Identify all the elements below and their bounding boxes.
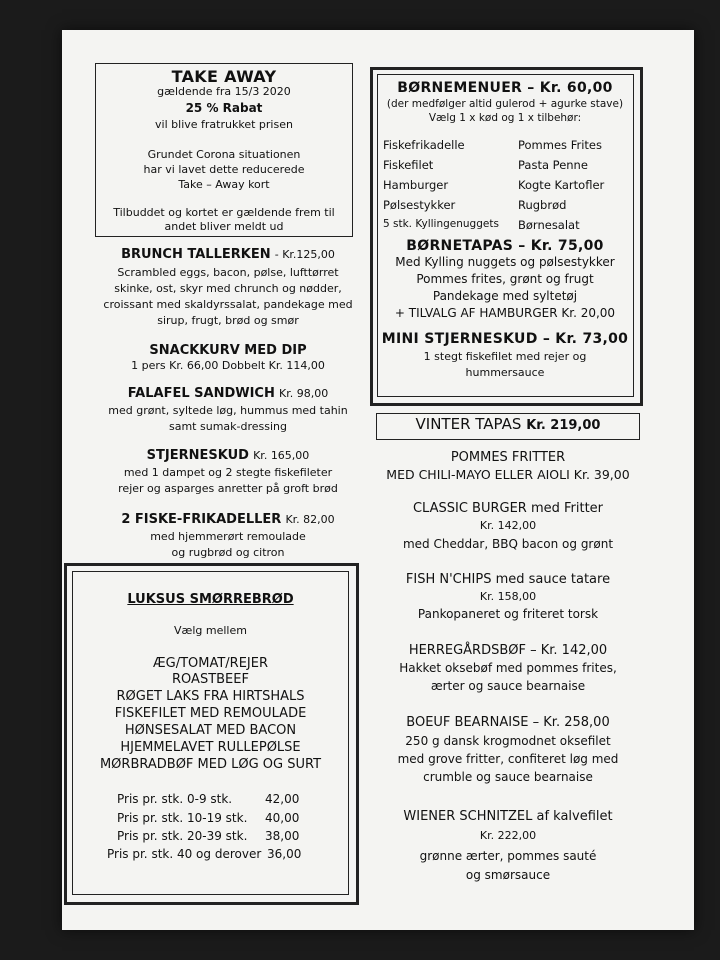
vinter-price: Kr. 219,00 — [526, 418, 601, 433]
item-price: - Kr.125,00 — [274, 248, 335, 261]
price-label: Pris pr. stk. 10-19 stk. — [117, 811, 248, 825]
item-desc-line: Scrambled eggs, bacon, pølse, lufttørret — [117, 266, 339, 279]
vinter-line: Pankopaneret og friteret torsk — [417, 607, 599, 621]
vinter-line: CLASSIC BURGER med Fritter — [412, 501, 604, 516]
item-desc-line: croissant med skaldyrssalat, pandekage med — [103, 298, 353, 311]
vinter-line: Kr. 142,00 — [479, 519, 537, 532]
price-value: 42,00 — [265, 792, 300, 806]
vinter-line: grønne ærter, pommes sauté — [419, 849, 597, 863]
take-away-discount: 25 % Rabat — [185, 101, 263, 115]
take-away-title: TAKE AWAY — [171, 67, 277, 86]
vinter-line: med grove fritter, confiteret løg med — [397, 752, 619, 766]
kids-tapas-title: BØRNETAPAS – Kr. 75,00 — [406, 238, 604, 254]
kids-title: BØRNEMENUER – Kr. 60,00 — [397, 80, 613, 96]
kids-meat-option: Fiskefilet — [383, 158, 434, 172]
kids-meat-option: Fiskefrikadelle — [383, 138, 465, 152]
take-away-discount-note: vil blive fratrukket prisen — [155, 118, 293, 131]
price-label: Pris pr. stk. 20-39 stk. — [117, 829, 248, 843]
item-name: 2 FISKE-FRIKADELLER — [121, 512, 282, 527]
vinter-line: crumble og sauce bearnaise — [423, 770, 593, 784]
price-label: Pris pr. stk. 0-9 stk. — [117, 792, 233, 806]
smorrebrod-option: ROASTBEEF — [172, 672, 249, 687]
smorrebrod-price-row — [107, 847, 302, 861]
item-price: Kr. 98,00 — [278, 387, 329, 400]
kids-meat-option: 5 stk. Kyllingenuggets — [383, 218, 499, 230]
smorrebrod-option: HØNSESALAT MED BACON — [124, 723, 297, 738]
smorrebrod-option: RØGET LAKS FRA HIRTSHALS — [116, 689, 305, 704]
item-name: STJERNESKUD — [146, 448, 249, 463]
item-desc-line: med hjemmerørt remoulade — [150, 530, 306, 543]
item-desc-line: sirup, frugt, brød og smør — [157, 314, 299, 327]
item-desc-line: 1 pers Kr. 66,00 Dobbelt Kr. 114,00 — [131, 359, 325, 372]
smorrebrod-price-row — [117, 792, 300, 806]
item-desc-line: samt sumak-dressing — [169, 420, 287, 433]
item-name: FALAFEL SANDWICH — [127, 386, 275, 401]
kids-meat-option: Pølsestykker — [383, 198, 456, 212]
vinter-line: FISH N'CHIPS med sauce tatare — [405, 572, 611, 587]
kids-side-option: Kogte Kartofler — [518, 178, 605, 192]
price-value: 36,00 — [267, 847, 302, 861]
kids-note: (der medfølger altid gulerod + agurke stave) — [386, 98, 624, 110]
item-desc-line: med 1 dampet og 2 stegte fiskefileter — [123, 466, 333, 479]
vinter-line: 250 g dansk krogmodnet oksefilet — [405, 734, 611, 748]
take-away-corona-1: Grundet Corona situationen — [147, 148, 301, 161]
vinter-line: Hakket oksebøf med pommes frites, — [399, 661, 617, 675]
take-away-corona-3: Take – Away kort — [178, 178, 270, 191]
price-value: 40,00 — [265, 811, 300, 825]
smorrebrod-choose: Vælg mellem — [174, 624, 247, 637]
kids-choose: Vælg 1 x kød og 1 x tilbehør: — [428, 112, 582, 124]
vinter-line: POMMES FRITTER — [450, 450, 566, 465]
vinter-line: og smørsauce — [465, 868, 551, 882]
vinter-line: Kr. 158,00 — [479, 590, 537, 603]
smorrebrod-option: ÆG/TOMAT/REJER — [152, 656, 269, 671]
vinter-title: VINTER TAPAS — [415, 415, 522, 433]
vinter-line: Kr. 222,00 — [479, 829, 537, 842]
vinter-line: med Cheddar, BBQ bacon og grønt — [402, 537, 614, 551]
kids-mini-title: MINI STJERNESKUD – Kr. 73,00 — [381, 331, 629, 347]
smorrebrod-option: FISKEFILET MED REMOULADE — [114, 706, 307, 721]
kids-side-option: Pommes Frites — [518, 138, 602, 152]
vinter-line: ærter og sauce bearnaise — [430, 679, 586, 693]
smorrebrod-title: LUKSUS SMØRREBRØD — [127, 592, 294, 607]
kids-mini-desc: hummersauce — [465, 366, 545, 379]
item-desc-line: rejer og asparges anretter på groft brød — [118, 482, 338, 495]
kids-side-option: Rugbrød — [518, 198, 567, 212]
smorrebrod-price-row — [117, 829, 300, 843]
vinter-line: MED CHILI-MAYO ELLER AIOLI Kr. 39,00 — [386, 467, 630, 482]
smorrebrod-option: HJEMMELAVET RULLEPØLSE — [120, 740, 301, 755]
price-value: 38,00 — [265, 829, 300, 843]
kids-tapas-desc: Pandekage med syltetøj — [432, 289, 578, 303]
take-away-valid-from: gældende fra 15/3 2020 — [157, 85, 291, 98]
item-desc-line: skinke, ost, skyr med chrunch og nødder, — [114, 282, 342, 295]
kids-tapas-desc: Pommes frites, grønt og frugt — [416, 272, 594, 286]
kids-meat-option: Hamburger — [383, 178, 449, 192]
vinter-tapas-header — [376, 416, 640, 434]
item-desc-line: og rugbrød og citron — [171, 546, 285, 559]
take-away-offer-2: andet bliver meldt ud — [164, 220, 284, 233]
kids-tapas-desc: + TILVALG AF HAMBURGER Kr. 20,00 — [394, 306, 616, 320]
take-away-corona-2: har vi lavet dette reducerede — [143, 163, 305, 176]
smorrebrod-option: MØRBRADBØF MED LØG OG SURT — [99, 757, 322, 772]
take-away-offer-1: Tilbuddet og kortet er gældende frem til — [113, 206, 335, 219]
smorrebrod-price-row — [117, 811, 300, 825]
kids-side-option: Børnesalat — [518, 218, 580, 232]
vinter-line: WIENER SCHNITZEL af kalvefilet — [403, 809, 613, 824]
vinter-line: HERREGÅRDSBØF – Kr. 142,00 — [408, 643, 608, 658]
price-label: Pris pr. stk. 40 og derover — [107, 847, 262, 861]
item-price: Kr. 82,00 — [285, 513, 335, 526]
kids-tapas-desc: Med Kylling nuggets og pølsestykker — [395, 255, 615, 269]
kids-mini-desc: 1 stegt fiskefilet med rejer og — [423, 350, 587, 363]
item-desc-line: med grønt, syltede løg, hummus med tahin — [108, 404, 348, 417]
item-price: Kr. 165,00 — [253, 449, 310, 462]
kids-side-option: Pasta Penne — [518, 158, 588, 172]
item-name: BRUNCH TALLERKEN — [121, 247, 271, 262]
vinter-line: BOEUF BEARNAISE – Kr. 258,00 — [406, 715, 610, 730]
item-name: SNACKKURV MED DIP — [149, 343, 307, 358]
